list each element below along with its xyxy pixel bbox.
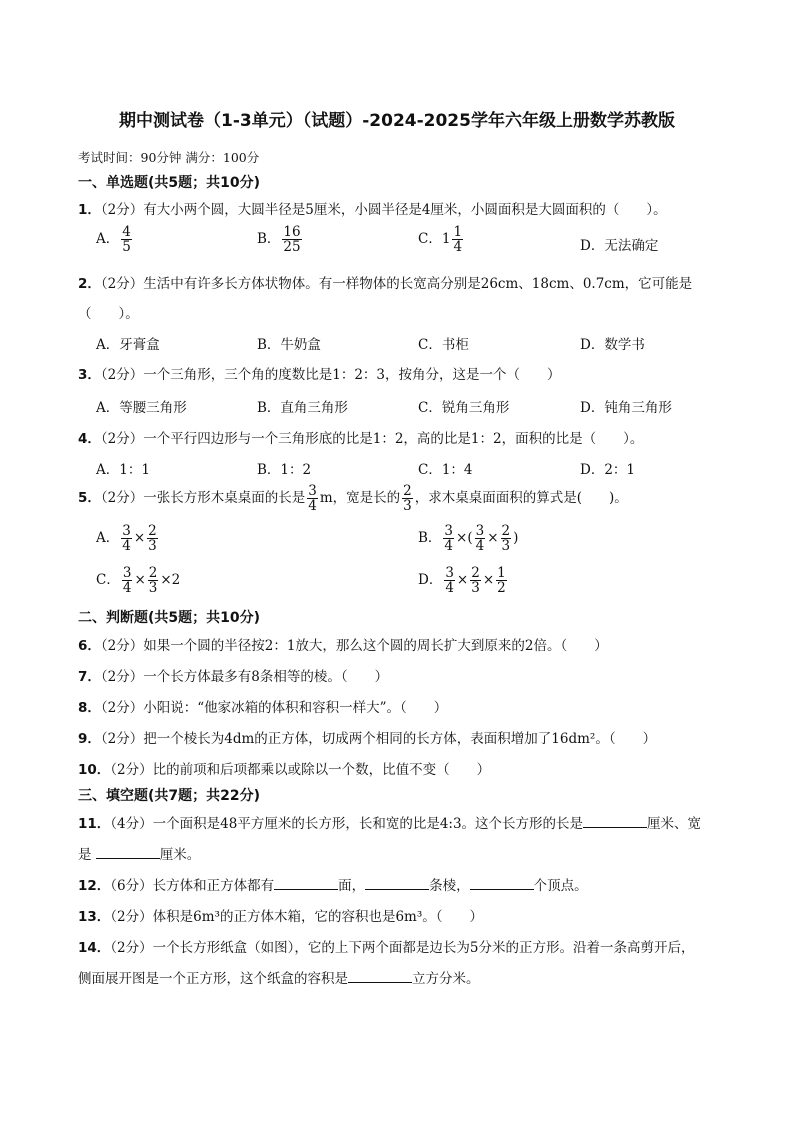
question-score: （4分） [110, 816, 153, 832]
times-sign: × [456, 572, 469, 589]
option-a[interactable]: A．1：1 [96, 462, 150, 478]
question-3 [78, 363, 561, 383]
times-sign: × [487, 530, 499, 547]
whole-number: 1 [441, 231, 451, 248]
question-10 [78, 758, 490, 778]
question-text: 条棱， [429, 878, 470, 894]
question-score: （2分） [100, 367, 144, 383]
option-label: A． [96, 530, 120, 547]
answer-blank[interactable] [583, 815, 647, 828]
question-text: 比的前项和后项都乘以或除以一个数，比值不变（ ） [152, 762, 491, 778]
question-number: 11． [78, 816, 111, 832]
fraction [496, 566, 507, 595]
question-text: 如果一个圆的半径按2：1放大，那么这个圆的周长扩大到原来的2倍。（ ） [143, 638, 608, 654]
option-d[interactable]: D．无法确定 [580, 238, 659, 254]
question-text: 一个三角形，三个角的度数比是1：2：3，按角分，这是一个（ ） [143, 367, 561, 383]
question-text: 是 [78, 847, 96, 863]
numerator: 1 [497, 565, 506, 581]
denominator: 4 [475, 538, 485, 555]
question-score: （2分） [100, 700, 144, 716]
denominator: 25 [283, 239, 301, 256]
question-9 [78, 727, 656, 747]
fraction [475, 524, 486, 553]
option-a[interactable]: A．等腰三角形 [96, 400, 187, 416]
question-14 [78, 936, 694, 956]
option-b[interactable]: B．牛奶盒 [257, 337, 321, 353]
denominator: 5 [122, 239, 131, 256]
question-11 [78, 812, 701, 832]
question-text: 个顶点。 [533, 878, 588, 894]
numerator: 1 [453, 224, 463, 240]
question-number: 7． [78, 669, 101, 685]
times-sign: × [482, 572, 495, 589]
fraction [470, 566, 481, 595]
question-score: （2分） [100, 731, 144, 747]
denominator: 4 [453, 239, 463, 256]
numerator: 2 [403, 483, 412, 499]
option-a[interactable] [96, 225, 134, 254]
numerator: 3 [308, 483, 317, 499]
question-text: 侧面展开图是一个正方形，这个纸盒的容积是 [78, 971, 348, 987]
question-2 [78, 272, 692, 292]
answer-blank[interactable] [365, 877, 429, 890]
fraction [282, 225, 301, 254]
option-c[interactable]: C．1：4 [418, 462, 473, 478]
option-b[interactable] [418, 524, 518, 553]
numerator: 2 [148, 523, 157, 539]
question-text: 一个面积是48平方厘米的长方形，长和宽的比是4:3。这个长方形的长是 [152, 816, 584, 832]
denominator: 4 [445, 580, 454, 597]
question-text: 立方分米。 [412, 971, 480, 987]
option-c[interactable]: C．锐角三角形 [418, 400, 510, 416]
fraction [444, 566, 455, 595]
option-c[interactable] [96, 566, 180, 595]
question-score: （2分） [100, 276, 144, 292]
option-b[interactable]: B．1：2 [257, 462, 312, 478]
denominator: 4 [444, 538, 454, 555]
option-b[interactable]: B．直角三角形 [257, 400, 348, 416]
section-heading: 二、判断题(共5题；共10分) [78, 610, 261, 626]
question-text: 体积是6m³的正方体木箱，它的容积也是6m³。（ ） [152, 909, 483, 925]
numerator: 2 [471, 565, 480, 581]
fraction [452, 225, 463, 254]
question-text: 一张长方形木桌桌面的长是 [143, 490, 306, 507]
question-score: （2分） [100, 202, 144, 218]
section-heading: 一、单选题(共5题；共10分) [78, 175, 261, 191]
question-score: （2分） [110, 909, 153, 925]
option-label: B． [257, 231, 281, 248]
question-number: 3． [78, 367, 101, 383]
question-text: 一个长方体最多有8条相等的棱。（ ） [143, 669, 389, 685]
question-number: 4． [78, 431, 101, 447]
answer-blank[interactable] [348, 970, 412, 983]
question-number: 8． [78, 700, 101, 716]
denominator: 4 [122, 580, 132, 597]
answer-blank[interactable] [470, 877, 534, 890]
denominator: 3 [501, 538, 511, 555]
question-text: m，宽是长的 [319, 490, 401, 507]
question-score: （2分） [100, 431, 144, 447]
numerator: 3 [475, 523, 485, 539]
question-text: 小阳说：“他家冰箱的体积和容积一样大”。（ ） [143, 700, 448, 716]
answer-blank[interactable] [274, 877, 338, 890]
question-6 [78, 634, 608, 654]
question-5 [78, 484, 628, 513]
option-label: A． [96, 231, 120, 248]
fraction [402, 484, 413, 513]
question-number: 5． [78, 490, 101, 507]
option-d[interactable]: D．2：1 [580, 462, 636, 478]
numerator: 3 [122, 565, 132, 581]
question-score: （2分） [100, 490, 144, 507]
fraction [307, 484, 318, 513]
numerator: 16 [283, 224, 301, 240]
question-1 [78, 198, 667, 218]
question-number: 10． [78, 762, 111, 778]
question-score: （2分） [100, 638, 144, 654]
option-d[interactable]: D．钝角三角形 [580, 400, 672, 416]
fraction [501, 524, 512, 553]
option-c[interactable]: C．书柜 [418, 337, 469, 353]
option-a[interactable]: A．牙膏盒 [96, 337, 160, 353]
fraction [147, 524, 158, 553]
numerator: 2 [501, 523, 511, 539]
question-text: 有大小两个圆，大圆半径是5厘米，小圆半径是4厘米，小圆面积是大圆面积的（ ）。 [143, 202, 667, 218]
section-heading: 三、填空题(共7题；共22分) [78, 788, 261, 804]
question-text: 厘米。 [159, 847, 201, 863]
fraction [121, 225, 132, 254]
option-label: D． [418, 572, 443, 589]
denominator: 3 [148, 538, 157, 555]
paren: ) [513, 530, 519, 547]
denominator: 3 [471, 580, 480, 597]
question-number: 2． [78, 276, 101, 292]
times-sign: × [456, 530, 468, 547]
question-14-cont [78, 967, 480, 987]
question-number: 1． [78, 202, 101, 218]
denominator: 3 [403, 498, 412, 515]
denominator: 4 [308, 498, 317, 515]
question-score: （2分） [110, 762, 153, 778]
denominator: 4 [122, 538, 131, 555]
question-text: 长方体和正方体都有 [152, 878, 275, 894]
numerator: 4 [122, 224, 131, 240]
question-text: 面， [338, 878, 366, 894]
option-d[interactable] [418, 566, 509, 595]
question-text: 一个长方形纸盒（如图），它的上下两个面都是边长为5分米的正方形。沿着一条高剪开后， [152, 940, 695, 956]
times-sign: × [133, 530, 146, 547]
numerator: 2 [148, 565, 158, 581]
times-two: ×2 [160, 572, 181, 589]
fraction [148, 566, 159, 595]
fraction [121, 524, 132, 553]
question-4 [78, 427, 643, 447]
page-title: 期中测试卷（1-3单元）（试题）-2024-2025学年六年级上册数学苏教版 [119, 111, 675, 131]
question-text: 生活中有许多长方体状物体。有一样物体的长宽高分别是26cm、18cm、0.7cm，它可能是 [143, 276, 693, 292]
option-b[interactable] [257, 225, 304, 254]
question-11-cont [78, 843, 200, 863]
option-label: C． [418, 231, 442, 248]
question-number: 6． [78, 638, 101, 654]
times-sign: × [134, 572, 146, 589]
option-label: C． [96, 572, 120, 589]
question-8 [78, 696, 447, 716]
option-a[interactable] [96, 524, 160, 553]
question-2-cont: （ ）。 [78, 306, 139, 322]
option-c[interactable] [418, 225, 465, 254]
question-12 [78, 874, 588, 894]
question-13 [78, 905, 483, 925]
numerator: 3 [445, 565, 454, 581]
denominator: 3 [148, 580, 158, 597]
question-number: 13． [78, 909, 111, 925]
fraction [122, 566, 133, 595]
option-label: B． [418, 530, 442, 547]
question-number: 12． [78, 878, 111, 894]
denominator: 2 [497, 580, 506, 597]
question-number: 14． [78, 940, 111, 956]
question-score: （2分） [110, 940, 153, 956]
question-number: 9． [78, 731, 101, 747]
numerator: 3 [444, 523, 454, 539]
exam-meta: 考试时间：90分钟 满分：100分 [78, 150, 260, 165]
paren: ( [467, 530, 473, 547]
question-text: 把一个棱长为4dm的正方体，切成两个相同的长方体，表面积增加了16dm²。（ ） [143, 731, 657, 747]
fraction [443, 524, 454, 553]
numerator: 3 [122, 523, 131, 539]
answer-blank[interactable] [96, 846, 160, 859]
question-score: （6分） [110, 878, 153, 894]
option-d[interactable]: D．数学书 [580, 337, 645, 353]
question-text: ，求木桌桌面面积的算式是( )。 [414, 490, 628, 507]
question-text: 一个平行四边形与一个三角形底的比是1：2，高的比是1：2，面积的比是（ ）。 [143, 431, 644, 447]
question-7 [78, 665, 388, 685]
question-score: （2分） [100, 669, 144, 685]
question-text: 厘米、宽 [647, 816, 702, 832]
